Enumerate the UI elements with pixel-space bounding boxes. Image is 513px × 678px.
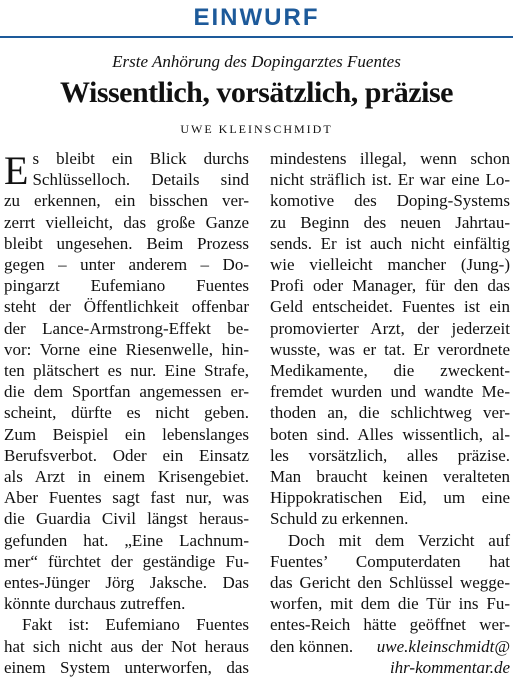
article-subtitle: Erste Anhörung des Dopingarztes Fuentes bbox=[112, 52, 401, 71]
text-line: mer“ fürchtet der geständige Fu- bbox=[4, 551, 249, 571]
text-line: Berufsverbot. Oder ein Einsatz bbox=[4, 445, 249, 465]
article-column-right bbox=[270, 148, 510, 678]
text-line: Zum Beispiel ein lebenslanges bbox=[4, 424, 249, 444]
text-line: wusste, was er tat. Er verordnete bbox=[270, 339, 510, 359]
text-line: thoden an, die schlichtweg ver- bbox=[270, 403, 510, 423]
text-line: sends. Er ist auch nicht einfältig bbox=[270, 233, 510, 253]
text-line: gegen – unter anderem – Do- bbox=[4, 255, 249, 275]
author-email-domain: ihr-kommentar.de bbox=[389, 657, 510, 677]
text-line: bleibt ungesehen. Beim Prozess bbox=[4, 233, 249, 253]
drop-cap: E bbox=[4, 148, 29, 193]
text-line: pingarzt Eufemiano Fuentes bbox=[4, 276, 249, 296]
article-column-left bbox=[4, 148, 249, 678]
text-line: entes-Jünger Jörg Jaksche. Das bbox=[4, 573, 249, 593]
text-line: Fuentes’ Computerdaten hat bbox=[270, 551, 510, 571]
text-line: les vorsätzlich, alles präzise. bbox=[270, 445, 510, 465]
text-line: als Arzt in einem Krisengebiet. bbox=[4, 467, 249, 487]
text-line: worfen, mit dem die Tür ins Fu- bbox=[270, 594, 510, 614]
text-line: promovierter Arzt, der jederzeit bbox=[270, 318, 510, 338]
text-line: Man braucht keinen veralteten bbox=[270, 467, 510, 487]
section-kicker: EINWURF bbox=[193, 4, 320, 31]
text-line: Schlüsselloch. Details sind bbox=[32, 170, 249, 190]
article-headline: Wissentlich, vorsätzlich, präzise bbox=[60, 76, 453, 109]
text-line: scheint, dürfte es nicht geben. bbox=[4, 403, 249, 423]
text-line: steht der Öffentlichkeit offenbar bbox=[4, 297, 249, 317]
text-line: ten plätschert es nur. Eine Strafe, bbox=[4, 361, 249, 381]
text-line: mindestens illegal, wenn schon bbox=[270, 149, 510, 168]
text-line: das Gericht den Schlüssel wegge- bbox=[270, 573, 510, 593]
text-line: Hippokratischen Eid, um eine bbox=[270, 488, 510, 508]
text-line: Medikamente, die zweckent- bbox=[270, 361, 510, 381]
text-line: zerrt vielleicht, das große Ganze bbox=[4, 212, 249, 232]
article-author: UWE KLEINSCHMIDT bbox=[180, 122, 333, 136]
text-line: Geld entscheidet. Fuentes ist ein bbox=[270, 297, 510, 317]
text-line: fremdet wurden und wandte Me- bbox=[270, 382, 510, 402]
text-line: gefunden hat. „Eine Lachnum- bbox=[4, 530, 249, 550]
signature-row bbox=[270, 636, 510, 657]
text-line: hat sich nicht aus der Not heraus bbox=[4, 636, 249, 656]
text-line: s bleibt ein Blick durchs bbox=[32, 149, 249, 168]
text-line: nicht sträflich ist. Er war eine Lo- bbox=[270, 170, 510, 190]
text-line: Schuld zu erkennen. bbox=[270, 509, 409, 529]
text-line: der Lance-Armstrong-Effekt be- bbox=[4, 318, 249, 338]
text-line: Aber Fuentes sagt fast nur, was bbox=[4, 488, 249, 508]
text-line: vor: Vorne eine Riesenwelle, hin- bbox=[4, 339, 249, 359]
text-line: boten sind. Alles wissentlich, al- bbox=[270, 424, 510, 444]
text-line: Doch mit dem Verzicht auf bbox=[288, 530, 510, 550]
text-line: Fakt ist: Eufemiano Fuentes bbox=[22, 615, 249, 635]
text-line: entes-Reich hätte geöffnet wer- bbox=[270, 615, 510, 635]
author-email: uwe.kleinschmidt@ bbox=[376, 636, 510, 656]
text-line: Profi oder Manager, für den das bbox=[270, 276, 510, 296]
header-rule bbox=[0, 36, 513, 38]
text-line: die dem Sportfan angemessen er- bbox=[4, 382, 249, 402]
text-line: zu erkennen, ein bisschen ver- bbox=[4, 191, 249, 211]
text-line: wie vielleicht mancher (Jung-) bbox=[270, 255, 510, 275]
text-line: könnte durchaus zutreffen. bbox=[4, 594, 186, 614]
text-line: einem System unterworfen, das bbox=[4, 657, 249, 677]
text-line: zu Beginn des neuen Jahrtau- bbox=[270, 212, 510, 232]
text-line: den können. bbox=[270, 636, 354, 656]
text-line: die Guardia Civil längst heraus- bbox=[4, 509, 249, 529]
text-line: komotive des Doping-Systems bbox=[270, 191, 510, 211]
